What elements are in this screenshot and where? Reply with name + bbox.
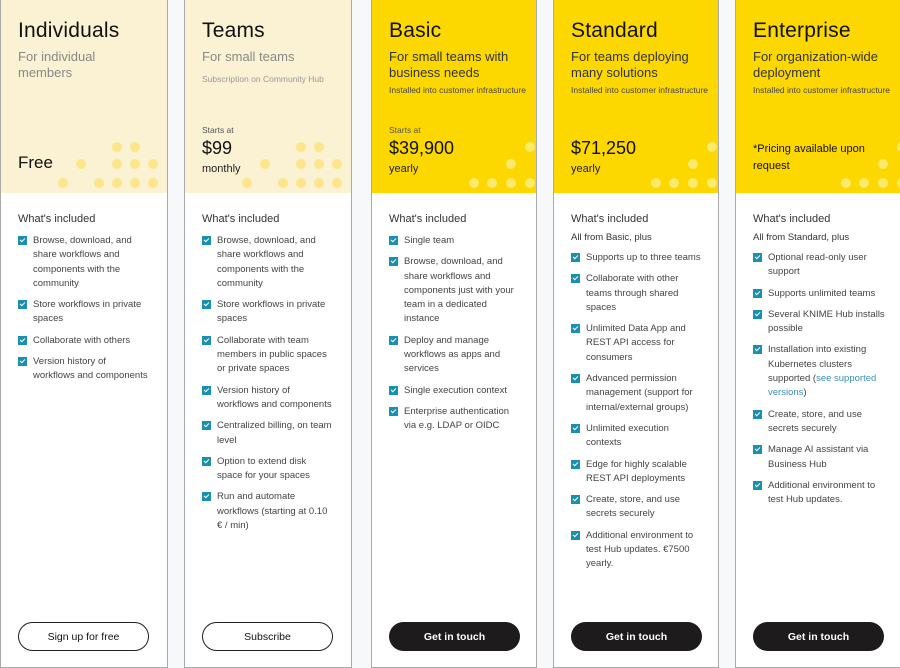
feature-list: [389, 234, 519, 434]
plan-subtitle: For individual members: [18, 49, 96, 80]
decorative-dot: [314, 142, 324, 152]
decorative-dot: [260, 159, 270, 169]
feature-text: Store workflows in private spaces: [217, 299, 326, 325]
feature-text: Version history of workflows and components: [217, 384, 332, 410]
decorative-dot: [314, 178, 324, 188]
checkbox-checked-icon: [753, 481, 762, 490]
feature-item: [571, 493, 701, 522]
plan-card-standard: [553, 0, 719, 668]
decorative-dot: [130, 142, 140, 152]
decorative-dot: [148, 178, 158, 188]
checkbox-checked-icon: [571, 531, 580, 540]
feature-item: [202, 334, 334, 377]
whats-included-heading: What's included: [202, 213, 280, 225]
decorative-dot: [651, 178, 661, 188]
plan-header: [1, 0, 167, 193]
supported-versions-link[interactable]: see supported versions: [768, 373, 877, 399]
feature-text: Collaborate with others: [33, 334, 131, 346]
get-in-touch-button[interactable]: Get in touch: [571, 622, 702, 651]
feature-text: Browse, download, and share workflows and components with the community: [217, 235, 316, 289]
plan-note: Installed into customer infrastructure: [753, 85, 891, 95]
plan-header: [736, 0, 900, 193]
feature-item: [202, 455, 334, 484]
decorative-dot: [58, 178, 68, 188]
plan-note: Subscription on Community Hub: [202, 74, 324, 84]
checkbox-checked-icon: [753, 445, 762, 454]
plan-subtitle: For small teams with business needs: [389, 49, 509, 80]
decorative-dot: [688, 159, 698, 169]
feature-text: Enterprise authentication via e.g. LDAP or OIDC: [404, 405, 510, 432]
feature-text: Centralized billing, on team level: [217, 420, 332, 446]
checkbox-checked-icon: [571, 274, 580, 283]
feature-item: [18, 355, 150, 384]
decorative-dot: [506, 178, 516, 188]
plan-note: Installed into customer infrastructure: [389, 85, 527, 95]
feature-item: [389, 255, 519, 326]
feature-text: Create, store, and use secrets securely: [586, 494, 680, 520]
decorative-dot: [332, 159, 342, 169]
feature-list: [571, 251, 701, 572]
feature-item: [389, 405, 519, 434]
checkbox-checked-icon: [571, 460, 580, 469]
plan-period: yearly: [389, 163, 419, 175]
feature-text: Run and automate workflows (starting at 0.10 € / min): [217, 491, 328, 532]
pricing-note: *Pricing available upon request: [753, 143, 865, 172]
feature-text: Browse, download, and share workflows and components just with your team in a dedicated instance: [404, 256, 514, 325]
plan-title: Basic: [389, 19, 442, 42]
checkbox-checked-icon: [753, 410, 762, 419]
checkbox-checked-icon: [202, 236, 211, 245]
feature-item: [571, 458, 701, 487]
plan-period: yearly: [571, 163, 601, 175]
decorative-dot: [469, 178, 479, 188]
checkbox-checked-icon: [389, 257, 398, 266]
feature-item: [389, 234, 519, 248]
decorative-dot: [242, 178, 252, 188]
feature-item: [753, 343, 887, 400]
decorative-dot: [148, 159, 158, 169]
plan-subtitle: For small teams: [202, 49, 295, 64]
decorative-dot: [112, 178, 122, 188]
decorative-dot: [859, 178, 869, 188]
feature-list: [202, 234, 334, 533]
checkbox-checked-icon: [753, 310, 762, 319]
decorative-dot: [130, 178, 140, 188]
feature-item: [18, 234, 150, 291]
feature-text: Edge for highly scalable REST API deployments: [586, 458, 687, 484]
get-in-touch-button[interactable]: Get in touch: [389, 622, 520, 651]
plan-title: Enterprise: [753, 19, 851, 42]
sign-up-button[interactable]: Sign up for free: [18, 622, 149, 651]
feature-text: Several KNIME Hub installs possible: [768, 308, 885, 335]
feature-item: [753, 251, 887, 280]
feature-text: Store workflows in private spaces: [33, 299, 142, 325]
plan-header: [185, 0, 351, 193]
feature-text: Additional environment to test Hub updates.: [768, 479, 876, 506]
plan-price: $71,250: [571, 138, 637, 158]
decorative-dot: [76, 159, 86, 169]
plan-card-basic: [371, 0, 537, 668]
feature-item: [202, 298, 334, 327]
feature-text: Additional environment to test Hub updates. €7500 yearly.: [586, 529, 694, 570]
feature-item: [753, 408, 887, 437]
checkbox-checked-icon: [202, 386, 211, 395]
feature-item: [571, 322, 701, 365]
feature-item: [571, 422, 701, 451]
all-from-label: All from Basic, plus: [571, 232, 652, 243]
decorative-dot: [841, 178, 851, 188]
feature-text: Unlimited execution contexts: [586, 422, 669, 449]
plan-price: $99: [202, 138, 233, 158]
whats-included-heading: What's included: [389, 213, 467, 225]
checkbox-checked-icon: [202, 457, 211, 466]
checkbox-checked-icon: [753, 289, 762, 298]
checkbox-checked-icon: [389, 386, 398, 395]
feature-item: [753, 308, 887, 337]
feature-item: [18, 334, 150, 348]
feature-text: Deploy and manage workflows as apps and services: [404, 334, 501, 375]
feature-item: [202, 384, 334, 413]
whats-included-heading: What's included: [753, 213, 831, 225]
plan-price: $39,900: [389, 138, 455, 158]
decorative-dot: [278, 178, 288, 188]
plan-card-teams: [184, 0, 352, 668]
feature-text: Version history of workflows and components: [33, 356, 148, 382]
decorative-dot: [112, 159, 122, 169]
plan-card-enterprise: [735, 0, 900, 668]
decorative-dot: [878, 178, 888, 188]
feature-list: [753, 251, 887, 507]
checkbox-checked-icon: [389, 336, 398, 345]
feature-item: [571, 529, 701, 572]
decorative-dot: [296, 159, 306, 169]
feature-text: Supports up to three teams: [586, 252, 701, 263]
plan-header: [554, 0, 718, 193]
checkbox-checked-icon: [571, 324, 580, 333]
plan-subtitle: For organization-wide deployment: [753, 49, 879, 80]
feature-item: [202, 419, 334, 448]
feature-item: [389, 384, 519, 398]
feature-text: Manage AI assistant via Business Hub: [768, 444, 869, 470]
decorative-dot: [525, 178, 535, 188]
checkbox-checked-icon: [571, 495, 580, 504]
plan-price: Free: [18, 153, 53, 172]
decorative-dot: [707, 142, 717, 152]
feature-item: [571, 272, 701, 315]
feature-list: [18, 234, 150, 384]
starts-at-label: Starts at: [389, 125, 421, 135]
checkbox-checked-icon: [753, 253, 762, 262]
feature-text: Advanced permission management (support for internal/external groups): [586, 373, 693, 413]
feature-text: Supports unlimited teams: [768, 287, 876, 299]
checkbox-checked-icon: [571, 253, 580, 262]
plan-subtitle: For teams deploying many solutions: [571, 49, 689, 80]
feature-item: [18, 298, 150, 327]
checkbox-checked-icon: [202, 336, 211, 345]
closing-paren: ): [803, 387, 807, 399]
checkbox-checked-icon: [753, 345, 762, 354]
plan-period: monthly: [202, 163, 241, 175]
whats-included-heading: What's included: [18, 213, 96, 225]
feature-item: [202, 490, 334, 533]
decorative-dot: [487, 178, 497, 188]
decorative-dot: [669, 178, 679, 188]
checkbox-checked-icon: [18, 357, 27, 366]
feature-item: [753, 479, 887, 508]
decorative-dot: [314, 159, 324, 169]
decorative-dot: [525, 142, 535, 152]
plan-title: Individuals: [18, 19, 120, 42]
decorative-dot: [296, 178, 306, 188]
all-from-label: All from Standard, plus: [753, 232, 850, 243]
decorative-dot: [112, 142, 122, 152]
feature-text: Create, store, and use secrets securely: [768, 408, 862, 434]
checkbox-checked-icon: [202, 421, 211, 430]
plan-title: Teams: [202, 19, 265, 42]
checkbox-checked-icon: [202, 492, 211, 501]
feature-item: [202, 234, 334, 291]
decorative-dot: [130, 159, 140, 169]
decorative-dot: [878, 159, 888, 169]
feature-item: [389, 334, 519, 377]
decorative-dot: [688, 178, 698, 188]
feature-text: Browse, download, and share workflows and components with the community: [33, 235, 132, 289]
plan-title: Standard: [571, 19, 658, 42]
checkbox-checked-icon: [18, 300, 27, 309]
feature-item: [571, 372, 701, 415]
plan-header: [372, 0, 536, 193]
checkbox-checked-icon: [389, 407, 398, 416]
subscribe-button[interactable]: Subscribe: [202, 622, 333, 651]
starts-at-label: Starts at: [202, 125, 234, 135]
feature-text: Optional read-only user support: [768, 252, 867, 278]
plan-note: Installed into customer infrastructure: [571, 85, 709, 95]
checkbox-checked-icon: [571, 424, 580, 433]
feature-text: Single team: [404, 235, 455, 246]
feature-text: Option to extend disk space for your spaces: [217, 455, 310, 482]
get-in-touch-button[interactable]: Get in touch: [753, 622, 884, 651]
decorative-dot: [94, 178, 104, 188]
decorative-dot: [506, 159, 516, 169]
feature-text: Collaborate with team members in public spaces or private spaces: [217, 334, 327, 375]
feature-text: Unlimited Data App and REST API access for consumers: [586, 323, 686, 363]
whats-included-heading: What's included: [571, 213, 649, 225]
feature-item: [753, 443, 887, 472]
feature-text: Installation into existing Kubernetes clusters supported (see supported versions): [768, 344, 877, 399]
checkbox-checked-icon: [202, 300, 211, 309]
plan-card-individuals: [0, 0, 168, 668]
decorative-dot: [296, 142, 306, 152]
decorative-dot: [332, 178, 342, 188]
feature-item: [571, 251, 701, 265]
decorative-dot: [707, 178, 717, 188]
checkbox-checked-icon: [389, 236, 398, 245]
feature-text: Single execution context: [404, 384, 507, 396]
feature-item: [753, 287, 887, 301]
checkbox-checked-icon: [18, 336, 27, 345]
checkbox-checked-icon: [18, 236, 27, 245]
feature-text: Collaborate with other teams through shared spaces: [586, 273, 679, 313]
checkbox-checked-icon: [571, 374, 580, 383]
